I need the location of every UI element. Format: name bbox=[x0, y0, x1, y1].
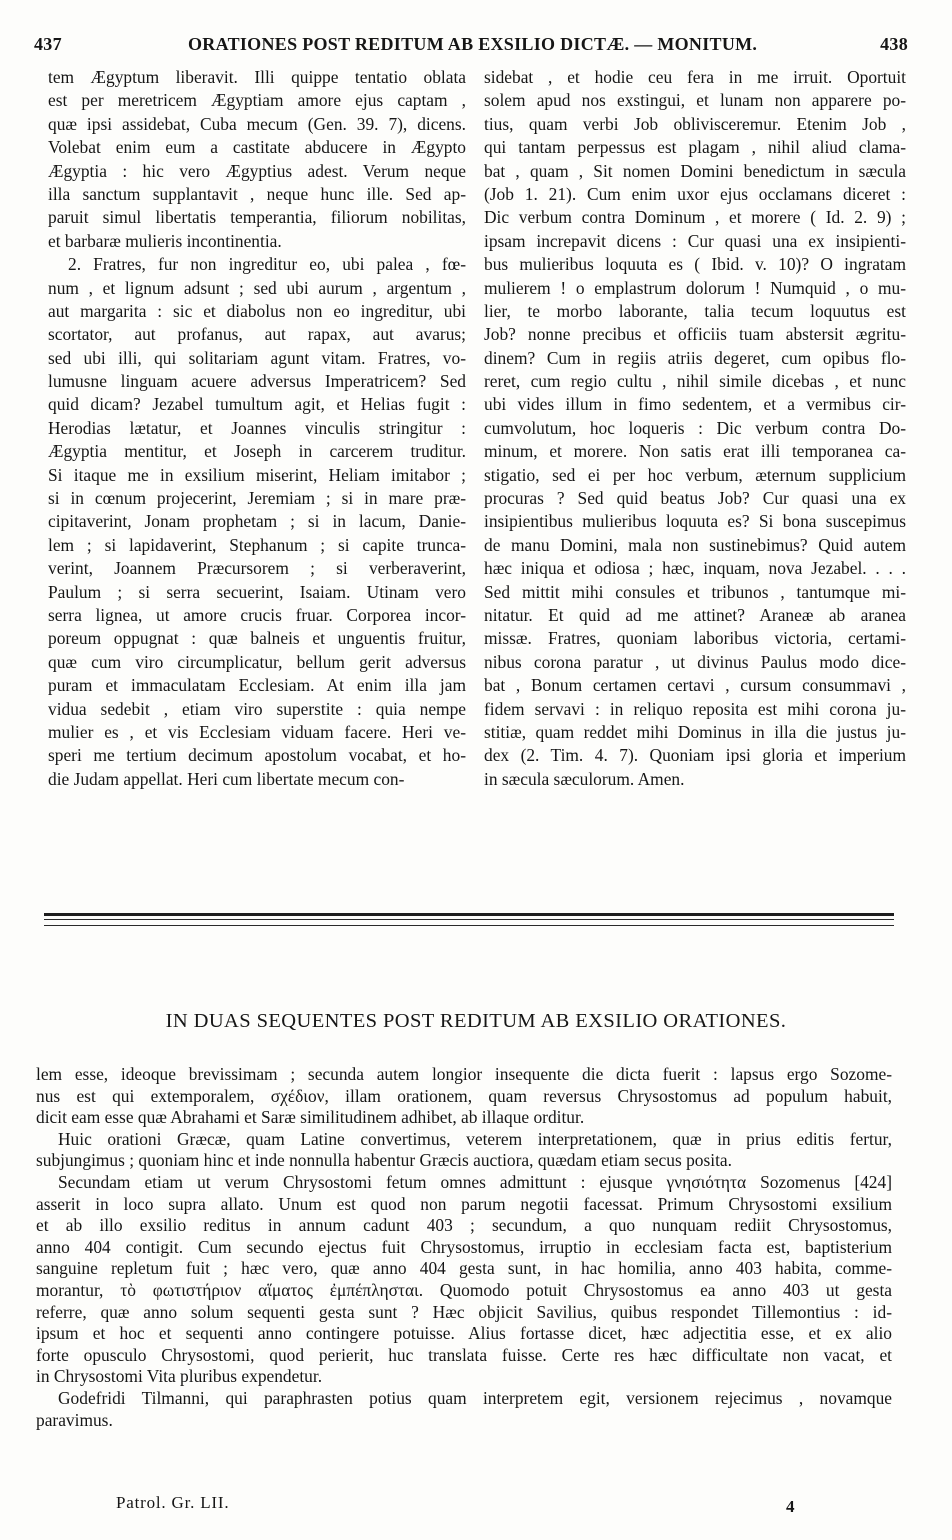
text-line: Ægyptia : hic vero Ægyptius adest. Verum neque bbox=[48, 160, 466, 181]
text-line: sidebat , et hodie ceu fera in me irruit. Oportuit bbox=[484, 67, 906, 87]
text-line: bus mulieribus loquuta es ( Ibid. v. 10)? O ingratam bbox=[484, 254, 906, 275]
text-line: mulierem ! o emplastrum dolorum ! Numquid , o mu- bbox=[484, 277, 906, 298]
text-line: die Judam appellat. Heri cum libertate mecum con- bbox=[48, 768, 405, 789]
text-line: quæ cum viro circumplicatur, bellum gerit adversus bbox=[48, 651, 466, 672]
text-line: speri me tertium decimum apostolum vocabat, et ho- bbox=[48, 745, 466, 766]
text-line: lem esse, ideoque brevissimam ; secunda autem longior insequente die dicta fuerit : lapsus ergo Sozome- bbox=[36, 1064, 892, 1084]
text-line: tem Ægyptum liberavit. Illi quippe tentatio oblata bbox=[48, 67, 466, 87]
text-line: lem ; si lapidaverint, Stephanum ; si capite trunca- bbox=[48, 534, 466, 555]
text-line: in sæcula sæculorum. Amen. bbox=[484, 768, 685, 789]
text-line: Si itaque me in exsilium miserint, Heliam imitabor ; bbox=[48, 464, 466, 485]
text-line: 2. Fratres, fur non ingreditur eo, ubi palea , fœ- bbox=[68, 254, 466, 275]
text-line: aut margarita : sic et diabolus non eo ingreditur, ubi bbox=[48, 300, 466, 321]
text-line: de manu Domini, mala non sustinebimus? Quid autem bbox=[484, 534, 906, 555]
text-line: tius, quam verbi Job oblivisceremur. Etenim Job , bbox=[484, 113, 906, 134]
text-line: vidua sedebit , etiam viro superstite : quia nempe bbox=[48, 698, 466, 719]
text-line: sanguine repletum fuit ; hæc vero, quæ anno 404 gesta sunt, in hac homilia, anno 403 habita, comme- bbox=[36, 1258, 892, 1279]
section-rule-thick bbox=[44, 913, 894, 916]
text-line: verint, Joannem Præcursorem ; si verberaverint, bbox=[48, 558, 466, 579]
text-line: nibus corona paratur , ut divinus Paulus modo dice- bbox=[484, 651, 906, 672]
text-line: nus est qui extemporalem, σχέδιον, illam orationem, quam reversus Chrysostomus ad populum habuit, bbox=[36, 1085, 892, 1106]
section-title: IN DUAS SEQUENTES POST REDITUM AB EXSILIO ORATIONES. bbox=[165, 1010, 787, 1032]
text-line: dicit eam esse quæ Abrahami et Saræ similitudinem adhibet, ab illaque orditur. bbox=[36, 1107, 585, 1128]
page-number-left: 437 bbox=[34, 34, 62, 54]
text-line: mulier es , et vis Ecclesiam viduam facere. Heri ve- bbox=[48, 721, 466, 742]
text-line: puram et immaculatam Ecclesiam. At enim illa jam bbox=[48, 675, 466, 696]
text-line: serra lignea, ut amore crucis fruar. Corporea incor- bbox=[48, 604, 466, 625]
text-line: Ægyptia mentitur, et Joseph in carcerem truditur. bbox=[48, 441, 466, 462]
text-line: hæc iniqua et odiosa ; hæc, inquam, nova Jezabel. . . . bbox=[484, 558, 906, 579]
running-header bbox=[34, 34, 908, 60]
text-line: ipsum et hoc et sequenti anno contingere potuisse. Alius fortasse dicet, hæc adjectitia esse, et ex alio bbox=[36, 1323, 892, 1344]
text-line: dex (2. Tim. 4. 7). Quoniam ipsi gloria et imperium bbox=[484, 745, 906, 766]
text-line: lumusne linguam acuere adversus Imperatricem? Sed bbox=[48, 371, 466, 392]
text-line: quid dicam? Jezabel tumultum agit, et Helias fugit : bbox=[48, 394, 466, 415]
text-line: et ab illo exsilio reditus in annum cadunt 403 ; secundum, a quo nunquam rediit Chrysostomus, bbox=[36, 1215, 892, 1236]
text-line: et barbaræ mulieris incontinentia. bbox=[48, 230, 282, 251]
text-line: Sed mittit mihi consules et tribunos , tantumque mi- bbox=[484, 581, 906, 602]
text-line: insipientibus mulieribus loquuta es? Si bona suscepimus bbox=[484, 511, 906, 532]
text-line: reret, cum regio cultu , nihil simile dicebas , et nunc bbox=[484, 371, 906, 392]
text-line: poreum oppugnat : quæ balneis et unguentis fruitur, bbox=[48, 628, 466, 649]
text-line: referre, quæ anno solum sequenti gesta sunt ? Hæc objicit Savilius, quibus respondet Tillemontius : id- bbox=[36, 1301, 892, 1322]
text-line: dinem? Cum in regiis atriis degeret, cum opibus flo- bbox=[484, 347, 906, 368]
printer-signature: Patrol. Gr. LII. bbox=[116, 1493, 230, 1512]
text-line: paravimus. bbox=[36, 1409, 113, 1430]
text-line: forte opusculo Chrysostomi, quod perierit, huc translata fuisse. Certe res hæc difficultate non vacat, et bbox=[36, 1344, 892, 1365]
text-line: est per meretricem Ægyptiam amore ejus captam , bbox=[48, 90, 466, 111]
text-line: Volebat enim eum a castitate abducere in Ægypto bbox=[48, 137, 466, 158]
text-line: anno 404 contigit. Cum secundo ejectus fuit Chrysostomus, irruptio in ecclesiam facta est, baptisterium bbox=[36, 1236, 892, 1257]
signature-number: 4 bbox=[786, 1497, 795, 1516]
text-line: Job? nonne precibus et officiis tuam abstersit ægritu- bbox=[484, 324, 906, 345]
text-line: asserit in loco supra allato. Unum est quod non parum negotii facessat. Primum Chrysostomi exsilium bbox=[36, 1193, 892, 1214]
text-line: Paulum ; si serra secuerint, Isaiam. Utinam vero bbox=[48, 581, 466, 602]
text-line: si in cœnum projecerint, Jeremiam ; si in mare præ- bbox=[48, 488, 466, 509]
text-line: (Job 1. 21). Cum enim uxor ejus occlamans diceret : bbox=[484, 183, 906, 204]
section-rule-thin bbox=[44, 925, 894, 926]
text-line: Secundam etiam ut verum Chrysostomi fetum omnes admittunt : ejusque γνησιότητα Sozomenus [424] bbox=[58, 1171, 892, 1192]
text-line: cumvolutum, hoc loqueris : Dic verbum contra Do- bbox=[484, 417, 906, 438]
text-line: illa sanctum supplantavit , neque hunc ille. Sed ap- bbox=[48, 183, 466, 204]
text-line: sed ubi illi, qui solitariam agunt vitam. Fratres, vo- bbox=[48, 347, 466, 368]
text-line: Dic verbum contra Dominum , et morere ( Id. 2. 9) ; bbox=[484, 207, 906, 228]
running-title: ORATIONES POST REDITUM AB EXSILIO DICTÆ. — MONITUM. bbox=[188, 34, 758, 54]
text-line: fidem servavi : in reliquo reposita est mihi corona ju- bbox=[484, 698, 906, 719]
text-line: Huic orationi Græcæ, quam Latine convertimus, veterem interpretationem, quæ in prius editis fertur, bbox=[58, 1128, 892, 1149]
text-line: ipsam increpavit dicens : Cur quasi una ex insipienti- bbox=[484, 230, 906, 251]
text-line: num , et lignum adsunt ; sed ubi aurum , argentum , bbox=[48, 277, 466, 298]
text-line: nitatur. Et quid ad me attinet? Araneæ ab aranea bbox=[484, 604, 906, 625]
text-line: missæ. Fratres, quoniam laboribus victoria, certami- bbox=[484, 628, 906, 649]
text-line: stigatio, sed ei per hoc verbum, æternum supplicium bbox=[484, 464, 906, 485]
text-line: subjungimus ; quoniam hinc et inde nonnulla habentur Græcis auctiora, quædam etiam secus posita. bbox=[36, 1150, 732, 1171]
text-line: solem apud nos exstingui, et lunam non apparere po- bbox=[484, 90, 906, 111]
text-line: quæ ipsi assidebat, Cuba mecum (Gen. 39. 7), dicens. bbox=[48, 113, 466, 134]
text-line: Godefridi Tilmanni, qui paraphrasten potius quam interpretem egit, versionem rejecimus , novamque bbox=[58, 1387, 892, 1408]
text-line: morantur, τὸ φωτιστήριον αἵματος ἐμπέπλησται. Quomodo potuit Chrysostomus ea anno 403 ut gesta bbox=[36, 1279, 892, 1300]
text-line: cipitaverint, Jonam prophetam ; si in lacum, Danie- bbox=[48, 511, 466, 532]
page-number-right: 438 bbox=[880, 34, 908, 54]
left-column bbox=[48, 66, 466, 791]
text-line: paruit simul libertatis temperantia, filiorum nobilitas, bbox=[48, 207, 466, 228]
text-line: procuras ? Sed quid beatus Job? Cur quasi una ex bbox=[484, 488, 906, 509]
text-line: qui tantam perpessus est plagam , nihil aliud clama- bbox=[484, 137, 906, 158]
text-line: in Chrysostomi Vita pluribus expendetur. bbox=[36, 1366, 323, 1387]
text-line: minum, et morere. Non satis erat illi temporanea ca- bbox=[484, 441, 906, 462]
right-column bbox=[484, 66, 906, 791]
text-line: Herodias lætatur, et Joannes vinculis stringitur : bbox=[48, 417, 466, 438]
monitum-text bbox=[36, 1064, 892, 1431]
text-line: scortator, aut profanus, aut rapax, aut avarus; bbox=[48, 324, 466, 345]
text-line: bat , quam , Sit nomen Domini benedictum in sæcula bbox=[484, 160, 906, 181]
text-line: bat , Bonum certamen certavi , cursum consummavi , bbox=[484, 675, 906, 696]
section-rule-thin bbox=[44, 919, 894, 920]
text-line: ubi vides illum in fimo sedentem, et a vermibus cir- bbox=[484, 394, 906, 415]
text-line: lier, te morbo laborante, talia tecum loquutus est bbox=[484, 300, 906, 321]
text-line: stitiæ, quam reddet mihi Dominus in illa die justus ju- bbox=[484, 721, 906, 742]
